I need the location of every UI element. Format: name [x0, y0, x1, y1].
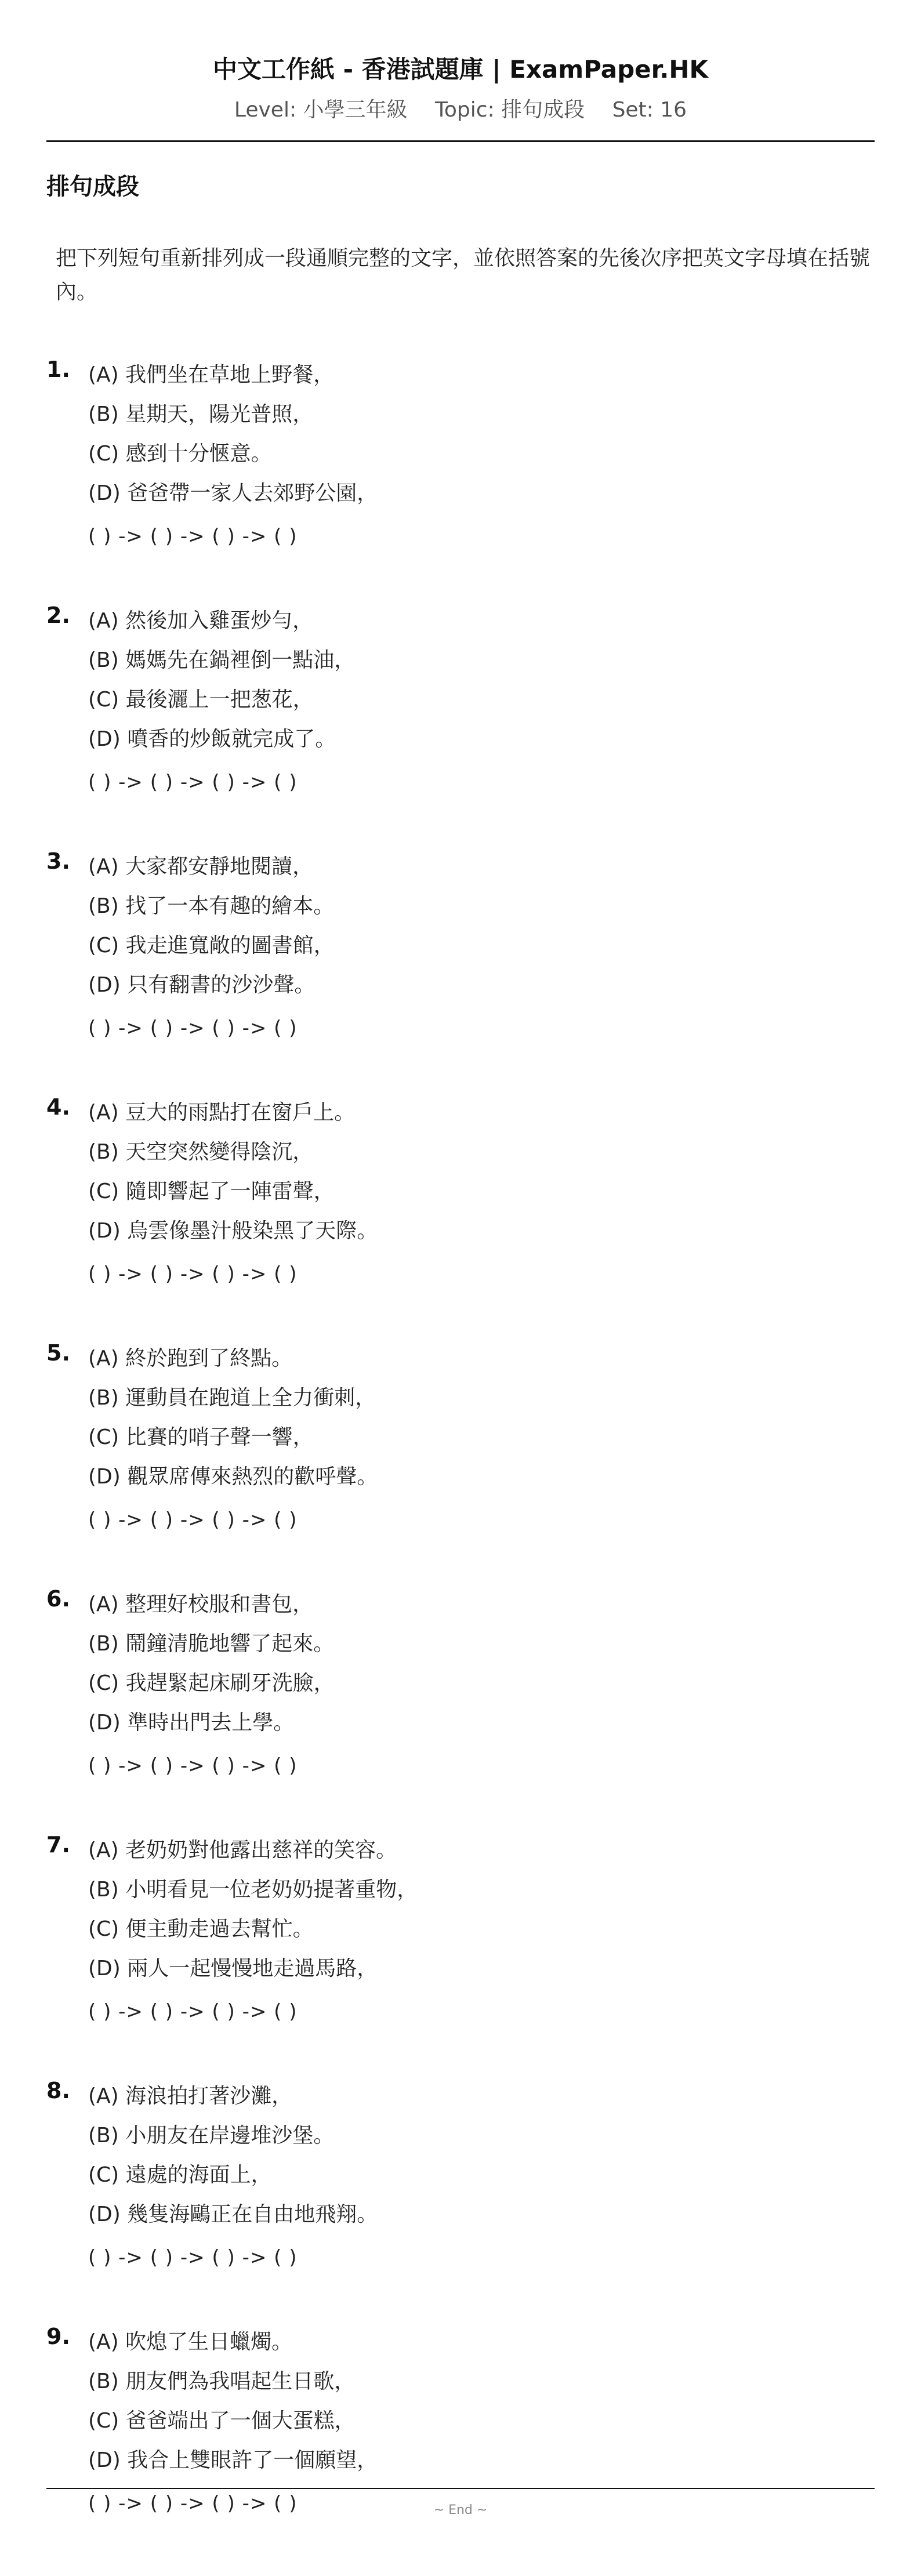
sentence-option: (A) 吹熄了生日蠟燭。 — [88, 2330, 293, 2354]
question-number: 3. — [46, 848, 70, 874]
sentence-option: (C) 爸爸端出了一個大蛋糕， — [88, 2409, 356, 2433]
answer-blanks[interactable]: ( ) -> ( ) -> ( ) -> ( ) — [88, 2246, 298, 2269]
worksheet-footer — [46, 2488, 875, 2517]
answer-blanks[interactable]: ( ) -> ( ) -> ( ) -> ( ) — [88, 1262, 298, 1286]
sentence-option: (B) 鬧鐘清脆地響了起來。 — [88, 1632, 335, 1656]
sentence-option: (A) 我們坐在草地上野餐， — [88, 363, 335, 387]
sentence-option: (B) 天空突然變得陰沉， — [88, 1140, 314, 1164]
sentence-option: (B) 運動員在跑道上全力衝刺， — [88, 1386, 376, 1410]
answer-blanks[interactable]: ( ) -> ( ) -> ( ) -> ( ) — [88, 525, 298, 548]
sentence-option: (B) 星期天，陽光普照， — [88, 402, 314, 426]
question-number: 6. — [46, 1586, 70, 1612]
answer-blanks[interactable]: ( ) -> ( ) -> ( ) -> ( ) — [88, 771, 298, 794]
sentence-option: (C) 最後灑上一把葱花， — [88, 688, 314, 712]
option-list — [88, 2323, 378, 2480]
sentence-option: (D) 噴香的炒飯就完成了。 — [88, 727, 336, 751]
question-number: 8. — [46, 2078, 70, 2103]
set-label: Set: 16 — [612, 98, 687, 122]
footer-end-text: ~ End ~ — [433, 2503, 488, 2517]
topic-label: Topic: 排句成段 — [434, 98, 585, 122]
option-list — [88, 1339, 378, 1497]
sentence-option: (D) 爸爸帶一家人去郊野公園， — [88, 481, 378, 505]
sentence-option: (B) 小明看見一位老奶奶提著重物， — [88, 1878, 418, 1902]
sentence-option: (A) 然後加入雞蛋炒勻， — [88, 609, 314, 633]
question-number: 9. — [46, 2324, 70, 2349]
answer-blanks[interactable]: ( ) -> ( ) -> ( ) -> ( ) — [88, 2000, 298, 2023]
option-list — [88, 1831, 418, 1989]
footer-divider — [46, 2488, 875, 2489]
option-list — [88, 355, 378, 513]
sentence-option: (A) 海浪拍打著沙灘， — [88, 2084, 293, 2108]
sentence-option: (D) 觀眾席傳來熱烈的歡呼聲。 — [88, 1465, 378, 1489]
answer-blanks[interactable]: ( ) -> ( ) -> ( ) -> ( ) — [88, 1754, 298, 1777]
question-number: 4. — [46, 1094, 70, 1120]
sentence-option: (D) 幾隻海鷗正在自由地飛翔。 — [88, 2203, 378, 2226]
option-list — [88, 1093, 378, 1251]
question-item — [46, 2077, 875, 2323]
question-number: 1. — [46, 357, 70, 382]
sentence-option: (D) 準時出門去上學。 — [88, 1711, 295, 1735]
level-label: Level: 小學三年級 — [234, 98, 408, 122]
sentence-option: (C) 我走進寬敞的圖書館， — [88, 934, 335, 957]
sentence-option: (C) 便主動走過去幫忙。 — [88, 1917, 314, 1941]
question-item — [46, 1585, 875, 1831]
question-item — [46, 601, 875, 847]
answer-blanks[interactable]: ( ) -> ( ) -> ( ) -> ( ) — [88, 1017, 298, 1040]
sentence-option: (D) 我合上雙眼許了一個願望， — [88, 2448, 378, 2472]
question-item — [46, 2323, 875, 2568]
answer-blanks[interactable]: ( ) -> ( ) -> ( ) -> ( ) — [88, 2492, 298, 2515]
question-number: 5. — [46, 1340, 70, 1366]
sentence-option: (A) 大家都安靜地閱讀， — [88, 855, 314, 879]
question-item — [46, 1831, 875, 2077]
question-number: 2. — [46, 603, 70, 628]
question-item — [46, 847, 875, 1093]
option-list — [88, 847, 335, 1005]
sentence-option: (A) 整理好校服和書包， — [88, 1592, 314, 1616]
sentence-option: (B) 小朋友在岸邊堆沙堡。 — [88, 2124, 335, 2147]
question-number: 7. — [46, 1832, 70, 1857]
sentence-option: (C) 比賽的哨子聲一響， — [88, 1425, 314, 1449]
option-list — [88, 2077, 378, 2234]
page-title: 中文工作紙 - 香港試題庫 | ExamPaper.HK — [212, 55, 709, 84]
worksheet-page — [46, 0, 875, 2568]
sentence-option: (D) 只有翻書的沙沙聲。 — [88, 973, 316, 997]
sentence-option: (A) 豆大的雨點打在窗戶上。 — [88, 1101, 356, 1124]
option-list — [88, 601, 355, 759]
sentence-option: (B) 媽媽先在鍋裡倒一點油， — [88, 648, 356, 672]
worksheet-meta — [46, 97, 875, 123]
sentence-option: (B) 找了一本有趣的繪本。 — [88, 894, 335, 918]
sentence-option: (C) 我趕緊起床刷牙洗臉， — [88, 1671, 335, 1695]
question-item — [46, 355, 875, 601]
question-item — [46, 1093, 875, 1339]
section-title: 排句成段 — [46, 173, 139, 200]
sentence-option: (C) 隨即響起了一陣雷聲， — [88, 1180, 335, 1203]
sentence-option: (C) 遠處的海面上， — [88, 2163, 272, 2187]
instruction-text: 把下列短句重新排列成一段通順完整的文字，並依照答案的先後次序把英文字母填在括號內。 — [56, 246, 871, 304]
question-item — [46, 1339, 875, 1585]
sentence-option: (B) 朋友們為我唱起生日歌， — [88, 2370, 356, 2393]
sentence-option: (C) 感到十分愜意。 — [88, 442, 272, 466]
sentence-option: (D) 烏雲像墨汁般染黑了天際。 — [88, 1219, 378, 1243]
sentence-option: (A) 老奶奶對他露出慈祥的笑容。 — [88, 1838, 397, 1862]
sentence-option: (D) 兩人一起慢慢地走過馬路， — [88, 1957, 378, 1980]
header-divider — [46, 140, 875, 142]
worksheet-header — [46, 0, 875, 142]
option-list — [88, 1585, 335, 1743]
answer-blanks[interactable]: ( ) -> ( ) -> ( ) -> ( ) — [88, 1508, 298, 1532]
sentence-option: (A) 終於跑到了終點。 — [88, 1347, 293, 1370]
question-list — [46, 355, 875, 2568]
